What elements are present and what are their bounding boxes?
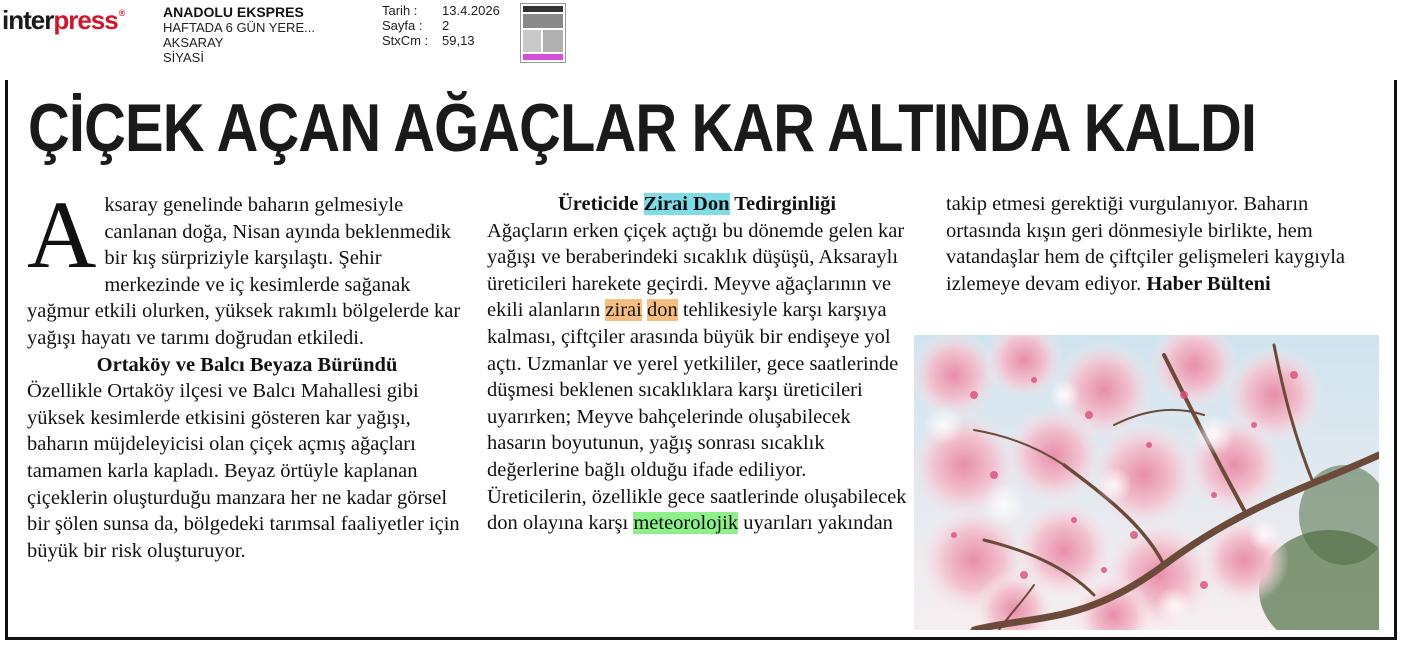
subheading-suffix: Tedirginliği [729,193,837,215]
subheading-zirai-don [487,191,907,218]
article-column-1 [27,181,467,564]
publication-name: ANADOLU EKSPRES [163,4,304,20]
page-thumbnail[interactable] [520,3,566,63]
publication-city: AKSARAY [163,35,224,50]
blossom-tree-photo [914,335,1379,630]
logo-secondary: press [53,4,118,35]
article-column-2 [487,191,907,537]
zirai-don-paragraph [487,218,907,537]
highlight-zirai: zirai [605,299,642,322]
highlight-meteorolojik: meteorolojik [633,512,739,535]
size-row [382,33,500,48]
logo-primary: inter [2,4,54,35]
date-row [382,3,500,18]
intro-paragraph: ksaray genelinde baharın gelmesiyle canlanan doğa, Nisan ayında beklenmedik bir kış sürpriziyle karşılaştı. Şehir merkezinde ve iç kesimlerde sağanak yağmur etkili olurken, yüksek rakımlı bölgelerde kar yağışı hayatı ve tarımı doğrudan etkiledi. [27,194,461,349]
page-row [382,18,500,33]
byline: Haber Bülteni [1146,272,1271,295]
highlight-don: don [646,299,678,322]
page-value: 2 [442,18,450,33]
article-column-3 [946,191,1386,297]
publication-category: SİYASİ [163,50,204,65]
ortakoy-paragraph: Özellikle Ortaköy ilçesi ve Balcı Mahallesi gibi yüksek kesimlerde etkisini gösteren kar yağışı, baharın müjdeleyicisi olan çiçek açmış ağaçları tamamen karla kapladı. Beyaz örtüyle kaplanan çiçeklerin oluşturduğu manzara her ne kadar görsel bir şölen sunsa da, bölgedeki tarımsal faaliyetler için büyük bir risk oluşturuyor. [27,380,460,562]
subheading-prefix: Üreticide [557,193,644,215]
thumbnail-block [523,14,563,28]
logo-registered-mark: ® [118,8,125,18]
publication-frequency: HAFTADA 6 GÜN YERE... [163,20,315,35]
drop-cap: A [27,181,97,288]
text-segment: uyarıları yakından [738,512,893,535]
size-label: StxCm : [382,33,429,48]
subheading-ortakoy: Ortaköy ve Balcı Beyaza Büründü [96,353,398,376]
closing-paragraph [946,191,1386,297]
size-value: 59,13 [442,33,475,48]
publication-info [163,5,315,65]
highlight-zirai-don: Zirai Don [643,193,730,215]
thumbnail-block [523,30,541,52]
text-segment: tehlikesiyle karşı karşıya kalması, çiftçiler arasında büyük bir endişeye yol açtı. Uzmanlar ve yerel yetkililer, gece saatlerinde düşmesi beklenen sıcaklıklara karşı üreticileri uyarırken; Meyve bahçelerinde oluşabilecek hasarın boyutunun, yağış sonrası sıcaklık değerlerine bağlı olduğu ifade ediliyor. Üreticilerin, özellikle gece saatlerinde oluşabilecek don olayına karşı [487,299,907,535]
text-segment: Ağaçların erken çiçek açtığı bu dönemde gelen kar yağışı ve beraberindeki sıcaklık düşüşü, Aksaraylı üreticileri harekete geçirdi. Meyve ağaçlarının ve ekili alanların [487,219,905,322]
thumbnail-footer [523,54,563,60]
date-value: 13.4.2026 [442,3,500,18]
article-headline: ÇİÇEK AÇAN AĞAÇLAR KAR ALTINDA KALDI [28,90,1257,166]
page-label: Sayfa : [382,18,423,33]
thumbnail-masthead [523,6,563,12]
interpress-logo [2,2,124,38]
thumbnail-block [543,30,563,52]
clipping-info [382,3,500,48]
date-label: Tarih : [382,3,418,18]
closing-text: takip etmesi gerektiği vurgulanıyor. Baharın ortasında kışın geri dönmesiyle birlikte, hem vatandaşlar hem de çiftçiler gelişmeleri kaygıyla izlemeye devam ediyor. [946,193,1346,295]
